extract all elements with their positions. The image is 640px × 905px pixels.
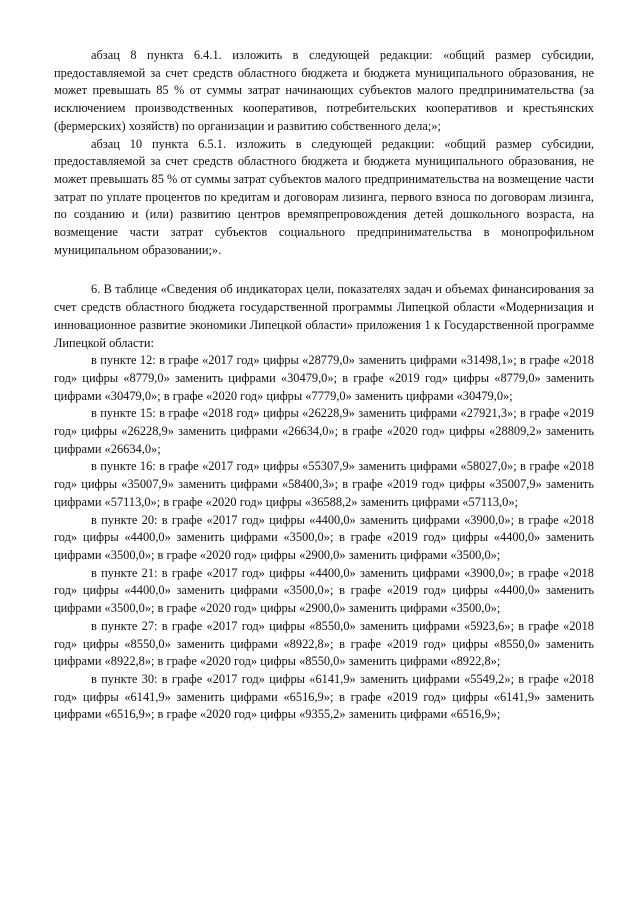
list-item-punkt-21: в пункте 21: в графе «2017 год» цифры «4400,0» заменить цифрами «3900,0»; в графе «2018 год» цифры «4400,0» заменить цифрами «3500,0»; в графе «2019 год» цифры «4400,0» заменить цифрами «3500,0»; в графе «2020 год» цифры «2900,0» заменить цифрами «3500,0»;: [54, 565, 594, 616]
paragraph-gap: [54, 259, 594, 281]
list-item-punkt-20: в пункте 20: в графе «2017 год» цифры «4400,0» заменить цифрами «3900,0»; в графе «2018 год» цифры «4400,0» заменить цифрами «3500,0»; в графе «2019 год» цифры «4400,0» заменить цифрами «3500,0»; в графе «2020 год» цифры «2900,0» заменить цифрами «3500,0»;: [54, 512, 594, 562]
list-item-punkt-16: в пункте 16: в графе «2017 год» цифры «55307,9» заменить цифрами «58027,0»; в графе «2018 год» цифры «35007,9» заменить цифрами «58400,3»; в графе «2019 год» цифры «35007,9» заменить цифрами «57113,0»; в графе «2020 год» цифры «36588,2» заменить цифрами «57113,0»;: [54, 459, 594, 509]
list-item-punkt-15: в пункте 15: в графе «2018 год» цифры «26228,9» заменить цифрами «27921,3»; в графе «2019 год» цифры «26228,9» заменить цифрами «26634,0»; в графе «2020 год» цифры «28809,2» заменить цифрами «26634,0»;: [54, 406, 594, 456]
paragraph-abzac-8: абзац 8 пункта 6.4.1. изложить в следующей редакции: «общий размер субсидии, предоставляемой за счет средств областного бюджета и бюджета муниципального образования, не может превышать 85 % от суммы затрат начинающих субъектов малого предпринимательства (за исключением производственных кооперативов, потребительских кооперативов и крестьянских (фермерских) хозяйств) по организации и развитию собственного дела;»;: [54, 48, 594, 133]
list-item-punkt-12: в пункте 12: в графе «2017 год» цифры «28779,0» заменить цифрами «31498,1»; в графе «2018 год» цифры «8779,0» заменить цифрами «30479,0»; в графе «2019 год» цифры «8779,0» заменить цифрами «30479,0»; в графе «2020 год» цифры «7779,0» заменить цифрами «30479,0»;: [54, 353, 594, 403]
paragraph-abzac-10: абзац 10 пункта 6.5.1. изложить в следующей редакции: «общий размер субсидии, предоставляемой за счет средств областного бюджета и бюджета муниципального образования, не может превышать 85 % от суммы затрат субъектов малого предпринимательства на возмещение части затрат по уплате процентов по кредитам и договорам лизинга, первого взноса по договорам лизинга, по созданию и (или) развитию центров времяпрепровождения детей дошкольного возраста, на возмещение части затрат субъектов социального предпринимательства в монопрофильном муниципальном образовании;».: [54, 136, 594, 257]
section-6-intro: 6. В таблице «Сведения об индикаторах цели, показателях задач и объемах финансирования за счет средств областного бюджета государственной программы Липецкой области «Модернизация и инновационное развитие экономики Липецкой области» приложения 1 к Государственной программе Липецкой области:: [54, 282, 594, 350]
list-item-punkt-27: в пункте 27: в графе «2017 год» цифры «8550,0» заменить цифрами «5923,6»; в графе «2018 год» цифры «8550,0» заменить цифрами «8922,8»; в графе «2019 год» цифры «8550,0» заменить цифрами «8922,8»; в графе «2020 год» цифры «8550,0» заменить цифрами «8922,8»;: [54, 618, 594, 669]
list-item-punkt-30: в пункте 30: в графе «2017 год» цифры «6141,9» заменить цифрами «5549,2»; в графе «2018 год» цифры «6141,9» заменить цифрами «6516,9»; в графе «2019 год» цифры «6141,9» заменить цифрами «6516,9»; в графе «2020 год» цифры «9355,2» заменить цифрами «6516,9»;: [54, 671, 594, 722]
document-page: [54, 47, 594, 724]
